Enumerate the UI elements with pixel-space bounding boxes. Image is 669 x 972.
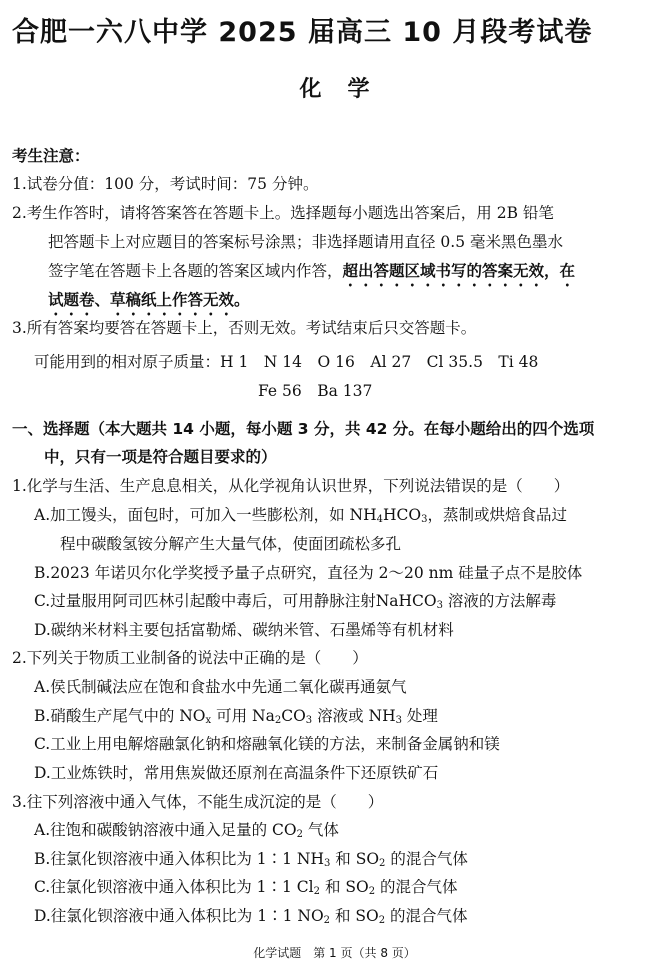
q3-c-text: C.往氯化钡溶液中通入体积比为 1∶1 Cl bbox=[34, 878, 314, 896]
q1-option-d: D.碳纳米材料主要包括富勒烯、碳纳米管、石墨烯等有机材料 bbox=[34, 621, 454, 639]
q3-b-sub: 2 bbox=[379, 858, 386, 869]
q3-b-text: 的混合气体 bbox=[385, 850, 468, 868]
q3-d-text: 和 SO bbox=[330, 907, 379, 925]
q3-c-sub: 2 bbox=[313, 886, 321, 897]
q3-option-b bbox=[34, 849, 468, 874]
q3-c-text: 和 SO bbox=[320, 878, 369, 896]
q1-a-sub: 3 bbox=[421, 514, 428, 525]
q2-b-sub: x bbox=[205, 715, 212, 726]
atomic-mass-line-2: Fe 56 Ba 137 bbox=[258, 382, 373, 400]
q1-option-a-line-1 bbox=[34, 505, 567, 530]
q2-option-a: A.侯氏制碱法应在饱和食盐水中先通二氧化碳再通氨气 bbox=[34, 678, 407, 696]
q2-b-text: 处理 bbox=[401, 707, 438, 725]
q3-d-text: 的混合气体 bbox=[385, 907, 468, 925]
q3-option-a bbox=[34, 820, 339, 845]
q1-c-text: C.过量服用阿司匹林引起酸中毒后，可用静脉注射NaHCO bbox=[34, 592, 437, 610]
q3-d-sub: 2 bbox=[323, 915, 331, 926]
q1-c-sub: 3 bbox=[436, 600, 443, 611]
notice-item-2-line-1: 2.考生作答时，请将答案答在答题卡上。选择题每小题选出答案后，用 2B 铅笔 bbox=[12, 204, 554, 222]
q2-b-sub: 2 bbox=[274, 715, 282, 726]
notice-item-2-line-3 bbox=[48, 261, 575, 290]
section-heading-line-1: 一、选择题（本大题共 14 小题，每小题 3 分，共 42 分。在每小题给出的四个选项 bbox=[12, 420, 595, 438]
page-footer: 化学试题 第 1 页（共 8 页） bbox=[253, 946, 416, 960]
q3-c-text: 的混合气体 bbox=[375, 878, 458, 896]
q3-b-text: 和 SO bbox=[330, 850, 380, 868]
q3-d-text: D.往氯化钡溶液中通入体积比为 1∶1 NO bbox=[34, 907, 324, 925]
q3-c-sub: 2 bbox=[368, 886, 376, 897]
q3-b-sub: 3 bbox=[323, 858, 331, 869]
q2-b-sub: 3 bbox=[395, 715, 402, 726]
q3-a-sub: 2 bbox=[296, 829, 303, 840]
q1-option-b: B.2023 年诺贝尔化学奖授予量子点研究，直径为 2～20 nm 硅量子点不是胶体 bbox=[34, 564, 583, 582]
notice-item-3: 3.所有答案均要答在答题卡上，否则无效。考试结束后只交答题卡。 bbox=[12, 319, 477, 337]
q1-option-c bbox=[34, 591, 556, 616]
q2-b-text: B.硝酸生产尾气中的 NO bbox=[34, 707, 206, 725]
atomic-mass-line-1: 可能用到的相对原子质量：H 1 N 14 O 16 Al 27 Cl 35.5 Ti 48 bbox=[34, 353, 539, 371]
q2-b-text: CO bbox=[281, 707, 306, 725]
q1-a-sub: 4 bbox=[376, 514, 384, 525]
q2-option-c: C.工业上用电解熔融氯化钠和熔融氧化镁的方法，来制备金属钠和镁 bbox=[34, 735, 500, 753]
subject-title: 化学 bbox=[299, 77, 396, 102]
q2-b-text: 溶液或 NH bbox=[312, 707, 396, 725]
q3-a-text: A.往饱和碳酸钠溶液中通入足量的 CO bbox=[34, 821, 297, 839]
q2-stem: 2.下列关于物质工业制备的说法中正确的是（ ） bbox=[12, 649, 368, 667]
q2-b-text: 可用 Na bbox=[211, 707, 275, 725]
q3-b-text: B.往氯化钡溶液中通入体积比为 1∶1 NH bbox=[34, 850, 324, 868]
q2-b-sub: 3 bbox=[305, 715, 313, 726]
q1-stem: 1.化学与生活、生产息息相关，从化学视角认识世界，下列说法错误的是（ ） bbox=[12, 477, 570, 495]
q3-a-text: 气体 bbox=[303, 821, 339, 839]
q3-option-c bbox=[34, 877, 458, 902]
q3-stem: 3.往下列溶液中通入气体，不能生成沉淀的是（ ） bbox=[12, 793, 384, 811]
q3-d-sub: 2 bbox=[378, 915, 386, 926]
q1-a-text: ，蒸制或烘焙食品过 bbox=[427, 506, 567, 524]
q1-a-formula: HCO bbox=[383, 506, 422, 524]
notice-item-2-line-2: 把答题卡上对应题目的答案标号涂黑；非选择题请用直径 0.5 毫米黑色墨水 bbox=[48, 233, 564, 251]
notice-item-2-emphasis: 超出答题区域书写的答案无效，在 bbox=[342, 261, 576, 280]
notice-heading: 考生注意： bbox=[12, 147, 90, 165]
notice-item-2-line-4: 试题卷、草稿纸上作答无效。 bbox=[48, 290, 250, 309]
notice-item-1: 1.试卷分值：100 分，考试时间：75 分钟。 bbox=[12, 175, 319, 193]
q1-a-text: A.加工馒头，面包时，可加入一些膨松剂，如 NH bbox=[34, 506, 377, 524]
exam-title: 合肥一六八中学 2025 届高三 10 月段考试卷 bbox=[12, 17, 593, 48]
q2-option-b bbox=[34, 706, 438, 731]
q2-option-d: D.工业炼铁时，常用焦炭做还原剂在高温条件下还原铁矿石 bbox=[34, 764, 439, 782]
q3-option-d bbox=[34, 906, 468, 931]
notice-item-2-text: 签字笔在答题卡上各题的答案区域内作答， bbox=[48, 262, 343, 280]
q1-c-text: 溶液的方法解毒 bbox=[443, 592, 557, 610]
section-heading-line-2: 中，只有一项是符合题目要求的） bbox=[44, 448, 277, 466]
q1-option-a-line-2: 程中碳酸氢铵分解产生大量气体，使面团疏松多孔 bbox=[60, 535, 402, 553]
